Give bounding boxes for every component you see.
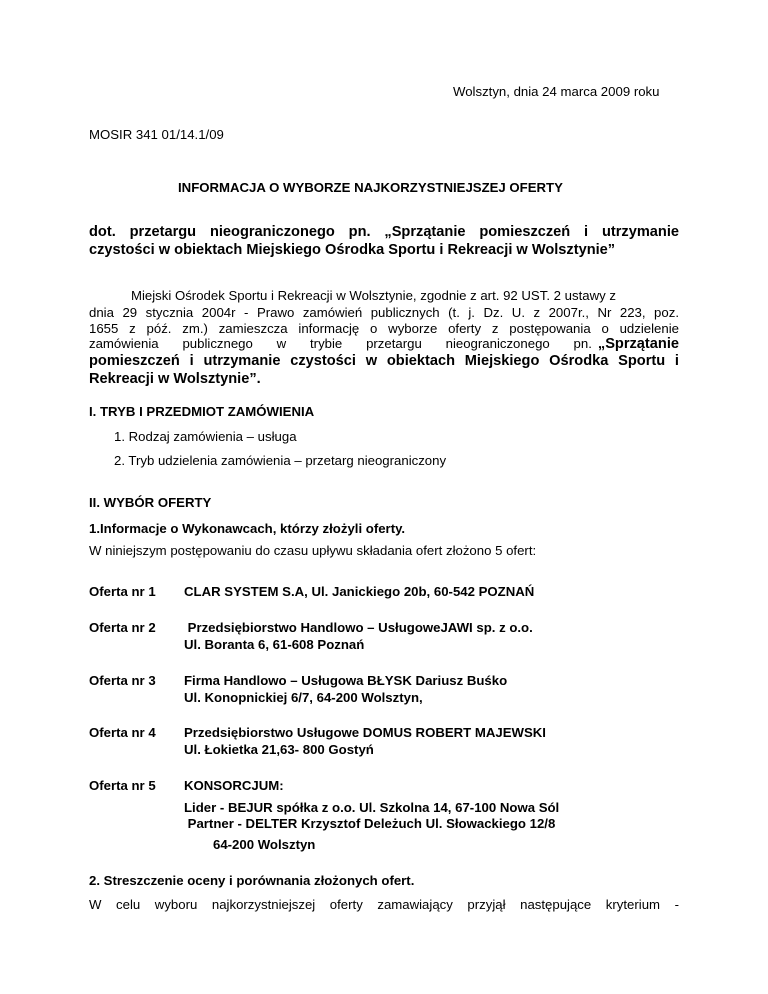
intro-line-5: pomieszczeń i utrzymanie czystości w obiektach Miejskiego Ośrodka Sportu i <box>89 353 679 369</box>
section-2-heading: II. WYBÓR OFERTY <box>89 495 212 510</box>
offer-line: Lider - BEJUR spółka z o.o. Ul. Szkolna 14, 67-100 Nowa Sól <box>184 800 560 815</box>
section-2-intro-text: W niniejszym postępowaniu do czasu upływu składania ofert złożono 5 ofert: <box>89 543 537 558</box>
section-2-criteria-text: W celu wyboru najkorzystniejszej oferty zamawiający przyjął następujące kryterium - <box>89 897 679 912</box>
offer-label: Oferta nr 1 <box>89 584 156 599</box>
offer-line: Ul. Łokietka 21,63- 800 Gostyń <box>184 742 374 757</box>
place-date: Wolsztyn, dnia 24 marca 2009 roku <box>453 84 660 99</box>
document-title: INFORMACJA O WYBORZE NAJKORZYSTNIEJSZEJ OFERTY <box>178 180 563 195</box>
section-2-subheading-1: 1.Informacje o Wykonawcach, którzy złożyli oferty. <box>89 521 406 536</box>
subject-line-1: dot. przetargu nieograniczonego pn. „Sprzątanie pomieszczeń i utrzymanie <box>89 224 679 240</box>
reference-number: MOSIR 341 01/14.1/09 <box>89 127 224 142</box>
section-2-subheading-2: 2. Streszczenie oceny i porównania złożonych ofert. <box>89 873 415 888</box>
intro-line-6: Rekreacji w Wolsztynie”. <box>89 371 261 387</box>
offer-line: KONSORCJUM: <box>184 778 284 793</box>
offer-line: CLAR SYSTEM S.A, Ul. Janickiego 20b, 60-542 POZNAŃ <box>184 584 535 599</box>
offer-label: Oferta nr 4 <box>89 725 156 740</box>
section-1-heading: I. TRYB I PRZEDMIOT ZAMÓWIENIA <box>89 404 315 419</box>
intro-line-3: 1655 z póź. zm.) zamieszcza informację o wyborze oferty z postępowania o udzielenie <box>89 321 679 336</box>
subject-line-2: czystości w obiektach Miejskiego Ośrodka Sportu i Rekreacji w Wolsztynie” <box>89 242 616 258</box>
offer-line: Przedsiębiorstwo Handlowo – UsługoweJAWI sp. z o.o. <box>184 620 533 635</box>
offer-line: Firma Handlowo – Usługowa BŁYSK Dariusz Buśko <box>184 673 508 688</box>
offer-line: Ul. Konopnickiej 6/7, 64-200 Wolsztyn, <box>184 690 423 705</box>
offer-label: Oferta nr 2 <box>89 620 156 635</box>
offer-label: Oferta nr 5 <box>89 778 156 793</box>
offer-line: Ul. Boranta 6, 61-608 Poznań <box>184 637 365 652</box>
offer-label: Oferta nr 3 <box>89 673 156 688</box>
intro-line-2: dnia 29 stycznia 2004r - Prawo zamówień publicznych (t. j. Dz. U. z 2007r., Nr 223, poz. <box>89 305 679 320</box>
offer-line: Partner - DELTER Krzysztof Deleżuch Ul. Słowackiego 12/8 <box>184 816 556 831</box>
intro-line-4-bold: „Sprzątanie <box>597 336 679 352</box>
section-1-item: 2. Tryb udzielenia zamówienia – przetarg nieograniczony <box>114 453 447 468</box>
offer-line: Przedsiębiorstwo Usługowe DOMUS ROBERT MAJEWSKI <box>184 725 546 740</box>
offer-line: 64-200 Wolsztyn <box>213 837 316 852</box>
intro-line-4 <box>89 336 679 352</box>
intro-line-1: Miejski Ośrodek Sportu i Rekreacji w Wolsztynie, zgodnie z art. 92 UST. 2 ustawy z <box>131 288 616 303</box>
section-1-item: 1. Rodzaj zamówienia – usługa <box>114 429 297 444</box>
intro-line-4-text: zamówienia publicznego w trybie przetargu nieograniczonego pn. <box>89 336 592 351</box>
